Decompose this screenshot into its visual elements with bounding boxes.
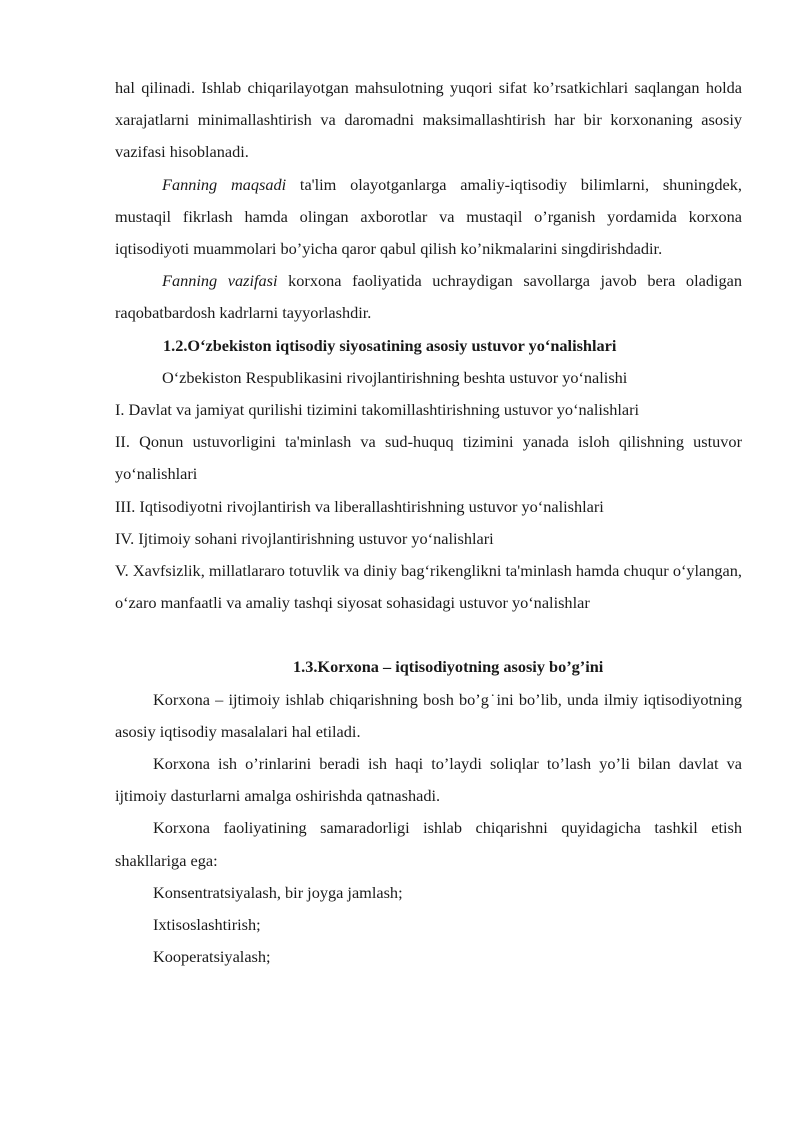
goal-paragraph (115, 169, 742, 266)
body-paragraph: Korxona – ijtimoiy ishlab chiqarishning bosh bo’g˙ini bo’lib, unda ilmiy iqtisodiyotning asosiy iqtisodiy masalalari hal etiladi. (115, 689, 742, 741)
list-item: II. Qonun ustuvorligini ta'minlash va sud-huquq tizimini yanada isloh qilishning ustuvor yo‘nalishlari (115, 432, 742, 484)
task-text: korxona faoliyatida uchraydigan savollarga javob bera oladigan raqobatbardosh kadrlarni tayyorlashdir. (115, 271, 742, 323)
body-paragraph: Korxona ish o’rinlarini beradi ish haqi to’laydi soliqlar to’lash yo’li bilan davlat va ijtimoiy dasturlarni amalga oshirishda qatnashadi. (115, 754, 742, 806)
form-item: Ixtisoslashtirish; (153, 915, 261, 935)
list-item: III. Iqtisodiyotni rivojlantirish va liberallashtirishning ustuvor yo‘nalishlari (115, 496, 604, 516)
list-item: IV. Ijtimoiy sohani rivojlantirishning ustuvor yo‘nalishlari (115, 528, 494, 548)
form-item: Konsentratsiyalash, bir joyga jamlash; (153, 882, 403, 902)
list-item: V. Xavfsizlik, millatlararo totuvlik va diniy bag‘rikenglikni ta'minlash hamda chuqur o‘ylangan, o‘zaro manfaatli va amaliy tashqi siyosat sohasidagi ustuvor yo‘nalishlar (115, 561, 742, 613)
document-page (115, 72, 742, 973)
form-item: Kooperatsiyalash; (153, 947, 271, 967)
task-label: Fanning vazifasi (162, 271, 278, 291)
section-1-2-lead: O‘zbekiston Respublikasini rivojlantirishning beshta ustuvor yo‘nalishi (162, 367, 628, 387)
goal-label: Fanning maqsadi (162, 174, 287, 194)
section-1-2-heading: 1.2.O‘zbekiston iqtisodiy siyosatining asosiy ustuvor yo‘nalishlari (163, 335, 617, 355)
body-paragraph: Korxona faoliyatining samaradorligi ishlab chiqarishni quyidagicha tashkil etish shakllariga ega: (115, 818, 742, 870)
section-1-3-heading: 1.3.Korxona – iqtisodiyotning asosiy bo’g’ini (293, 657, 604, 677)
intro-paragraph-1: hal qilinadi. Ishlab chiqarilayotgan mahsulotning yuqori sifat ko’rsatkichlari saqlangan holda xarajatlarni minimallashtirish va daromadni maksimallashtirish har bir korxonaning asosiy vazifasi hisoblanadi. (115, 78, 742, 162)
task-paragraph (115, 265, 742, 329)
list-item: I. Davlat va jamiyat qurilishi tizimini takomillashtirishning ustuvor yo‘nalishlari (115, 400, 640, 420)
goal-text: ta'lim olayotganlarga amaliy-iqtisodiy bilimlarni, shuningdek, mustaqil fikrlash hamda olingan axborotlar va mustaqil o’rganish yordamida korxona iqtisodiyoti muammolari bo’yicha qaror qabul qilish ko’nikmalarini singdirishdadir. (115, 174, 742, 259)
